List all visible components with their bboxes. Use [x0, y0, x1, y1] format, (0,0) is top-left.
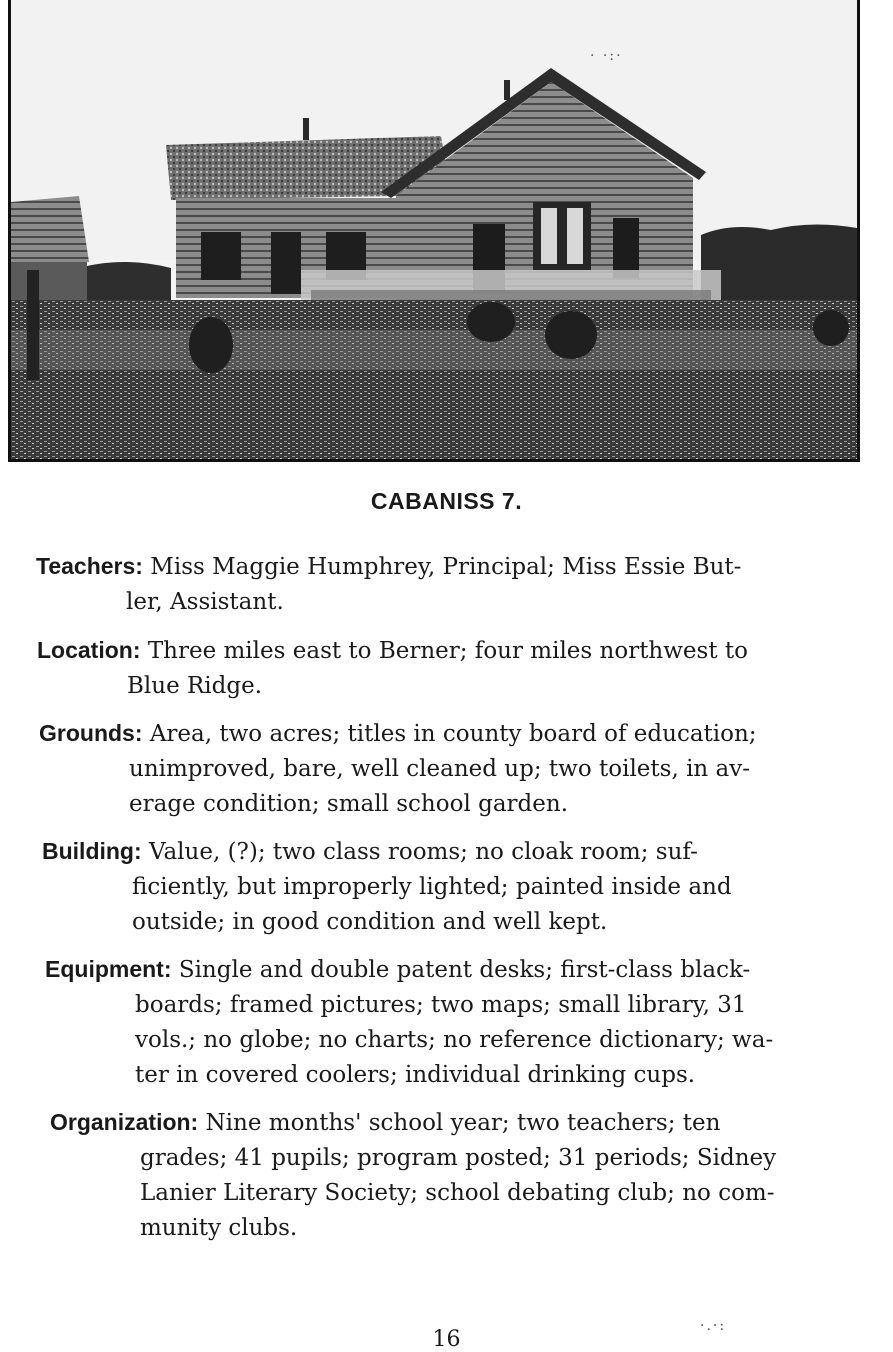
- entry-line-equipment-3: vols.; no globe; no charts; no reference dictionary; wa-: [135, 1027, 774, 1053]
- entry-line-teachers-2: ler, Assistant.: [126, 589, 284, 615]
- entry-line-organization-3: Lanier Literary Society; school debating club; no com-: [140, 1180, 775, 1206]
- school-caption: CABANISS 7.: [370, 488, 523, 514]
- page-number: 16: [432, 1327, 461, 1352]
- schoolhouse-photo: [8, 0, 860, 462]
- entry-teachers: [36, 549, 866, 620]
- entry-grounds: [39, 716, 869, 822]
- entry-label-organization: Organization:: [50, 1109, 199, 1135]
- entry-line-grounds-3: erage condition; small school garden.: [129, 791, 568, 817]
- entry-label-building: Building:: [42, 838, 142, 864]
- entry-line-grounds-2: unimproved, bare, well cleaned up; two toilets, in av-: [129, 756, 751, 782]
- entry-location: [37, 633, 867, 704]
- entry-line-location-2: Blue Ridge.: [127, 673, 263, 699]
- entry-label-equipment: Equipment:: [45, 956, 172, 982]
- entry-label-location: Location:: [37, 637, 141, 663]
- entry-equipment: [45, 952, 875, 1093]
- entry-line-building-3: outside; in good condition and well kept.: [132, 909, 608, 935]
- entry-label-teachers: Teachers:: [36, 553, 143, 579]
- entry-line-building-2: ficiently, but improperly lighted; painted inside and: [132, 874, 732, 900]
- entry-line-location-1: Three miles east to Berner; four miles northwest to: [147, 638, 748, 664]
- entry-line-grounds-1: Area, two acres; titles in county board of education;: [149, 721, 757, 747]
- scan-speck: · ·:·: [590, 48, 623, 64]
- entry-line-building-1: Value, (?); two class rooms; no cloak room; suf-: [148, 839, 698, 865]
- entry-line-organization-1: Nine months' school year; two teachers; ten: [205, 1110, 721, 1136]
- entry-line-teachers-1: Miss Maggie Humphrey, Principal; Miss Essie But-: [150, 554, 742, 580]
- entry-line-equipment-1: Single and double patent desks; first-class black-: [178, 957, 751, 983]
- scan-speck: ·.·:: [700, 1318, 727, 1334]
- entry-organization: [50, 1105, 880, 1246]
- entry-line-organization-4: munity clubs.: [140, 1215, 298, 1241]
- entry-building: [42, 834, 872, 940]
- entry-label-grounds: Grounds:: [39, 720, 143, 746]
- entry-line-equipment-4: ter in covered coolers; individual drinking cups.: [135, 1062, 696, 1088]
- schoolhouse-illustration: [11, 0, 857, 459]
- entry-line-organization-2: grades; 41 pupils; program posted; 31 periods; Sidney: [140, 1145, 777, 1171]
- entry-line-equipment-2: boards; framed pictures; two maps; small library, 31: [135, 992, 747, 1018]
